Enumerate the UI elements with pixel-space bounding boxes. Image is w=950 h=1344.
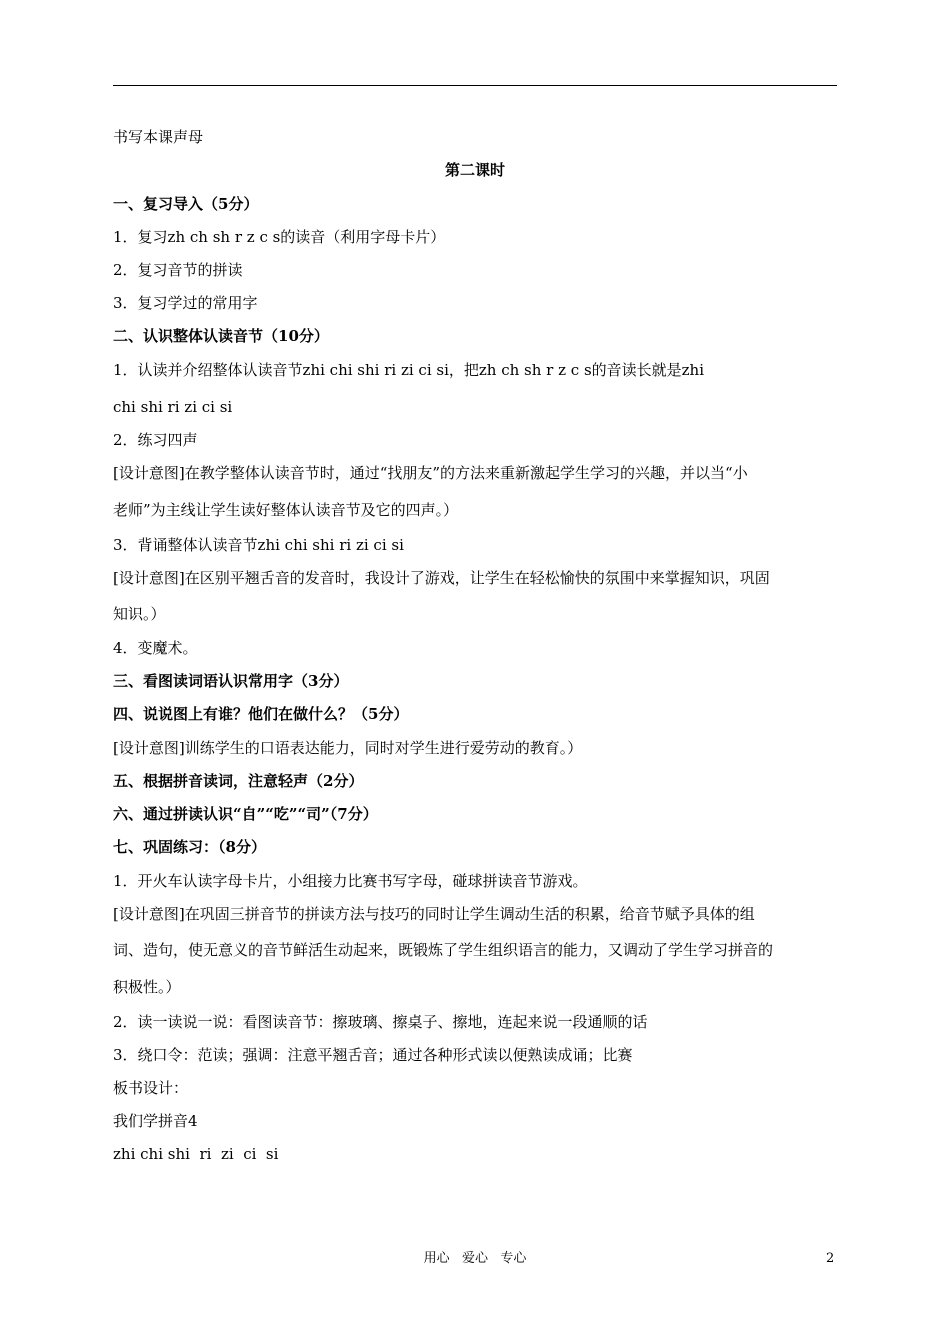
design-intent: 积极性。） bbox=[113, 978, 181, 996]
paragraph: 2．复习音节的拼读 bbox=[113, 261, 243, 279]
intro-line: 书写本课声母 bbox=[113, 128, 204, 146]
design-intent: [设计意图]在教学整体认读音节时，通过“找朋友”的方法来重新激起学生学习的兴趣，并以当“小 bbox=[113, 464, 748, 482]
paragraph: 1．认读并介绍整体认读音节zhi chi shi ri zi ci si，把zh ch sh r z c s的音读长就是zhi bbox=[113, 361, 705, 379]
heading-4: 四、说说图上有谁？他们在做什么？（5分） bbox=[113, 705, 409, 723]
paragraph: 板书设计： bbox=[113, 1079, 189, 1097]
header-rule bbox=[113, 85, 837, 86]
heading-3: 三、看图读词语认识常用字（3分） bbox=[113, 672, 349, 690]
design-intent: 知识。） bbox=[113, 605, 166, 623]
paragraph: 1．复习zh ch sh r z c s的读音（利用字母卡片） bbox=[113, 228, 446, 246]
paragraph: zhi chi shi ri zi ci si bbox=[113, 1145, 279, 1163]
design-intent: [设计意图]在巩固三拼音节的拼读方法与技巧的同时让学生调动生活的积累，给音节赋予具体的组 bbox=[113, 905, 755, 923]
design-intent: [设计意图]训练学生的口语表达能力，同时对学生进行爱劳动的教育。） bbox=[113, 739, 583, 757]
paragraph: 3．绕口令：范读；强调：注意平翘舌音；通过各种形式读以便熟读成诵；比赛 bbox=[113, 1046, 633, 1064]
paragraph: 3．背诵整体认读音节zhi chi shi ri zi ci si bbox=[113, 536, 404, 554]
paragraph: 3．复习学过的常用字 bbox=[113, 294, 258, 312]
paragraph: 1．开火车认读字母卡片，小组接力比赛书写字母，碰球拼读音节游戏。 bbox=[113, 872, 588, 890]
design-intent: [设计意图]在区别平翘舌音的发音时，我设计了游戏，让学生在轻松愉快的氛围中来掌握知识，巩固 bbox=[113, 569, 770, 587]
heading-7: 七、巩固练习：（8分） bbox=[113, 838, 266, 856]
design-intent: 老师”为主线让学生读好整体认读音节及它的四声。） bbox=[113, 501, 459, 519]
paragraph: 2．练习四声 bbox=[113, 431, 198, 449]
design-intent: 词、造句，使无意义的音节鲜活生动起来，既锻炼了学生组织语言的能力，又调动了学生学习拼音的 bbox=[113, 941, 774, 959]
section-title: 第二课时 bbox=[444, 161, 505, 179]
paragraph: chi shi ri zi ci si bbox=[113, 398, 233, 416]
heading-5: 五、根据拼音读词，注意轻声（2分） bbox=[113, 772, 364, 790]
paragraph: 4．变魔术。 bbox=[113, 639, 198, 657]
paragraph: 2．读一读说一说：看图读音节：擦玻璃、擦桌子、擦地，连起来说一段通顺的话 bbox=[113, 1013, 648, 1031]
paragraph: 我们学拼音4 bbox=[113, 1112, 198, 1130]
page-number: 2 bbox=[826, 1251, 835, 1266]
heading-6: 六、通过拼读认识“自”“吃”“司”（7分） bbox=[113, 805, 378, 823]
footer-motto: 用心 爱心 专心 bbox=[423, 1251, 527, 1266]
heading-2: 二、认识整体认读音节（10分） bbox=[113, 327, 329, 345]
heading-1: 一、复习导入（5分） bbox=[113, 195, 259, 213]
